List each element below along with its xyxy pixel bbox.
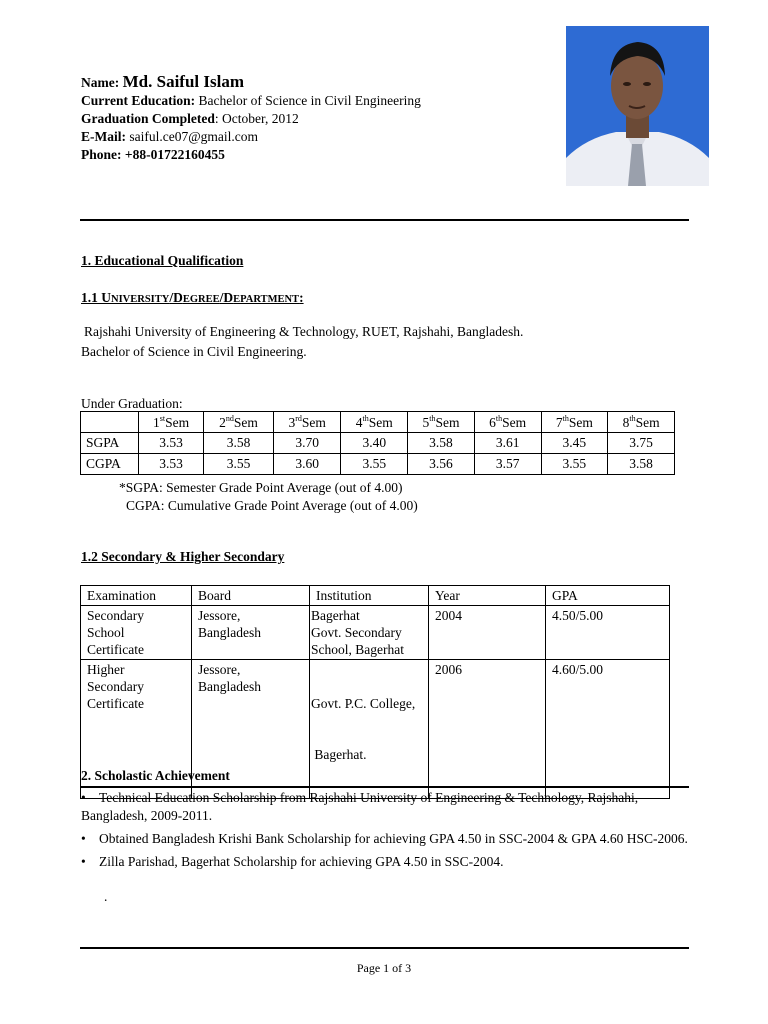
cgpa-value: 3.55: [541, 454, 608, 475]
achievement-divider: [80, 786, 689, 788]
sem-header: [273, 412, 340, 433]
email-row: [81, 128, 421, 146]
sgpa-label: SGPA: [81, 433, 139, 454]
cell-line: Certificate: [87, 696, 144, 711]
cgpa-value: 3.55: [341, 454, 408, 475]
sem-word: Sem: [368, 414, 393, 430]
secondary-results-table: [80, 585, 670, 799]
bullet-icon: •: [81, 790, 86, 805]
graduation-row: [81, 110, 421, 128]
table-row: [81, 606, 670, 660]
email-label: E-Mail:: [81, 129, 126, 144]
sem-num: 5: [422, 414, 430, 430]
sem-word: Sem: [568, 414, 593, 430]
cell-line: Govt. P.C. College,: [311, 696, 416, 711]
sem-num: 4: [355, 414, 363, 430]
sgpa-value: 3.40: [341, 433, 408, 454]
cell-line: Higher: [87, 662, 125, 677]
profile-photo: [566, 26, 709, 186]
col-header-year: Year: [429, 586, 546, 606]
cell-line: Secondary: [87, 608, 144, 623]
col-header-board: Board: [192, 586, 310, 606]
trailing-dot: .: [104, 889, 108, 904]
section-title-achievement: 2. Scholastic Achievement: [81, 768, 230, 783]
sem-num: 1: [153, 414, 160, 430]
sem-word: Sem: [233, 414, 258, 430]
semester-header-row: [81, 412, 675, 433]
sem-header: [204, 412, 274, 433]
sem-word: Sem: [165, 414, 190, 430]
year-cell: 2006: [429, 660, 546, 799]
sem-num: 3: [288, 414, 296, 430]
sgpa-value: 3.75: [608, 433, 675, 454]
sgpa-value: 3.61: [474, 433, 541, 454]
graduation-value: : October, 2012: [214, 111, 299, 126]
sgpa-value: 3.58: [204, 433, 274, 454]
cell-line: Jessore,: [198, 608, 241, 623]
sem-num: 2: [219, 414, 226, 430]
cell-line: Bagerhat.: [311, 747, 367, 762]
sem-header: [608, 412, 675, 433]
subsection-title-university: [81, 290, 304, 306]
cell-line: Bagerhat: [311, 608, 360, 623]
gpa-cell: 4.60/5.00: [546, 660, 670, 799]
footer-divider: [80, 947, 689, 949]
institution-cell: [310, 606, 429, 660]
sem-num: 6: [489, 414, 496, 430]
list-item: [81, 789, 701, 825]
cgpa-value: 3.58: [608, 454, 675, 475]
name-label: Name:: [81, 75, 120, 90]
corner-cell: [81, 412, 139, 433]
sub1-part: /D: [219, 290, 234, 305]
sem-sup: th: [562, 413, 569, 423]
cell-line: Bangladesh: [198, 679, 261, 694]
cell-line: Govt. Secondary: [311, 625, 402, 640]
sem-sup: th: [495, 413, 503, 423]
achievement-list: [81, 789, 701, 876]
under-graduation-label: Under Graduation:: [81, 396, 183, 411]
institution-cell: [310, 660, 429, 799]
sub1-part: NIVERSITY: [111, 294, 170, 305]
sub1-part: 1.1 U: [81, 290, 111, 305]
bullet-icon: •: [81, 854, 86, 869]
section-title-education: 1. Educational Qualification: [81, 253, 244, 268]
sem-sup: th: [429, 413, 436, 423]
cell-line: School: [87, 625, 125, 640]
cgpa-label: CGPA: [81, 454, 139, 475]
cgpa-value: 3.53: [139, 454, 204, 475]
cell-line: Certificate: [87, 642, 144, 657]
sem-sup: th: [362, 413, 369, 423]
semester-gpa-table: [80, 411, 675, 475]
graduation-label: Graduation Completed: [81, 111, 215, 126]
email-value[interactable]: saiful.ce07@gmail.com: [129, 129, 259, 144]
list-item-text: Obtained Bangladesh Krishi Bank Scholarship for achieving GPA 4.50 in SSC-2004 & GPA 4.60 HSC-2006.: [99, 831, 688, 846]
cgpa-value: 3.60: [273, 454, 340, 475]
sem-header: [474, 412, 541, 433]
sem-num: 8: [622, 414, 630, 430]
subsection-title-secondary: 1.2 Secondary & Higher Secondary: [81, 549, 285, 564]
sgpa-value: 3.45: [541, 433, 608, 454]
sgpa-row: [81, 433, 675, 454]
sem-sup: th: [629, 413, 636, 423]
sem-header: [139, 412, 204, 433]
sem-word: Sem: [502, 414, 527, 430]
list-item: [81, 853, 701, 871]
degree-name: Bachelor of Science in Civil Engineering.: [81, 344, 307, 359]
sgpa-value: 3.58: [408, 433, 475, 454]
sem-word: Sem: [635, 414, 660, 430]
name-row: [81, 73, 421, 92]
col-header-gpa: GPA: [546, 586, 670, 606]
contact-header: [81, 73, 421, 164]
sem-word: Sem: [301, 414, 326, 430]
col-header-examination: Examination: [81, 586, 192, 606]
sub1-part: /D: [169, 290, 183, 305]
list-item-text: Zilla Parishad, Bagerhat Scholarship for achieving GPA 4.50 in SSC-2004.: [99, 854, 504, 869]
sgpa-note: *SGPA: Semester Grade Point Average (out of 4.00): [119, 480, 403, 495]
cell-line: Bangladesh: [198, 625, 261, 640]
sem-sup: nd: [225, 413, 234, 423]
cgpa-value: 3.55: [204, 454, 274, 475]
sgpa-value: 3.53: [139, 433, 204, 454]
list-item-text: Technical Education Scholarship from Rajshahi University of Engineering & Technology, Rajshahi, Bangladesh, 2009-2011.: [81, 790, 639, 823]
page-number: Page 1 of 3: [356, 961, 412, 975]
exam-cell: [81, 606, 192, 660]
sem-sup: st: [159, 413, 166, 423]
cgpa-value: 3.57: [474, 454, 541, 475]
sem-header: [408, 412, 475, 433]
sub1-part: EGREE: [182, 294, 220, 305]
cgpa-value: 3.56: [408, 454, 475, 475]
sub1-part: EPARTMENT: [233, 294, 300, 305]
education-label: Current Education:: [81, 93, 196, 108]
sem-header: [541, 412, 608, 433]
list-item: [81, 830, 701, 848]
sgpa-value: 3.70: [273, 433, 340, 454]
sem-word: Sem: [435, 414, 460, 430]
cgpa-note: CGPA: Cumulative Grade Point Average (out of 4.00): [126, 498, 418, 513]
col-header-institution: Institution: [310, 586, 429, 606]
bullet-icon: •: [81, 831, 86, 846]
year-cell: 2004: [429, 606, 546, 660]
secondary-header-row: [81, 586, 670, 606]
gpa-cell: 4.50/5.00: [546, 606, 670, 660]
sem-sup: rd: [295, 413, 302, 423]
header-divider: [80, 219, 689, 221]
cell-line: Jessore,: [198, 662, 241, 677]
name-value: Md. Saiful Islam: [122, 72, 244, 91]
education-row: [81, 92, 421, 110]
sem-header: [341, 412, 408, 433]
cell-line: School, Bagerhat: [311, 642, 404, 657]
cell-line: Secondary: [87, 679, 144, 694]
sem-num: 7: [555, 414, 563, 430]
university-name: Rajshahi University of Engineering & Technology, RUET, Rajshahi, Bangladesh.: [84, 324, 524, 339]
education-value: Bachelor of Science in Civil Engineering: [198, 93, 421, 108]
board-cell: [192, 606, 310, 660]
cgpa-row: [81, 454, 675, 475]
sub1-part: :: [299, 290, 304, 305]
phone-row: Phone: +88-01722160455: [81, 147, 225, 162]
